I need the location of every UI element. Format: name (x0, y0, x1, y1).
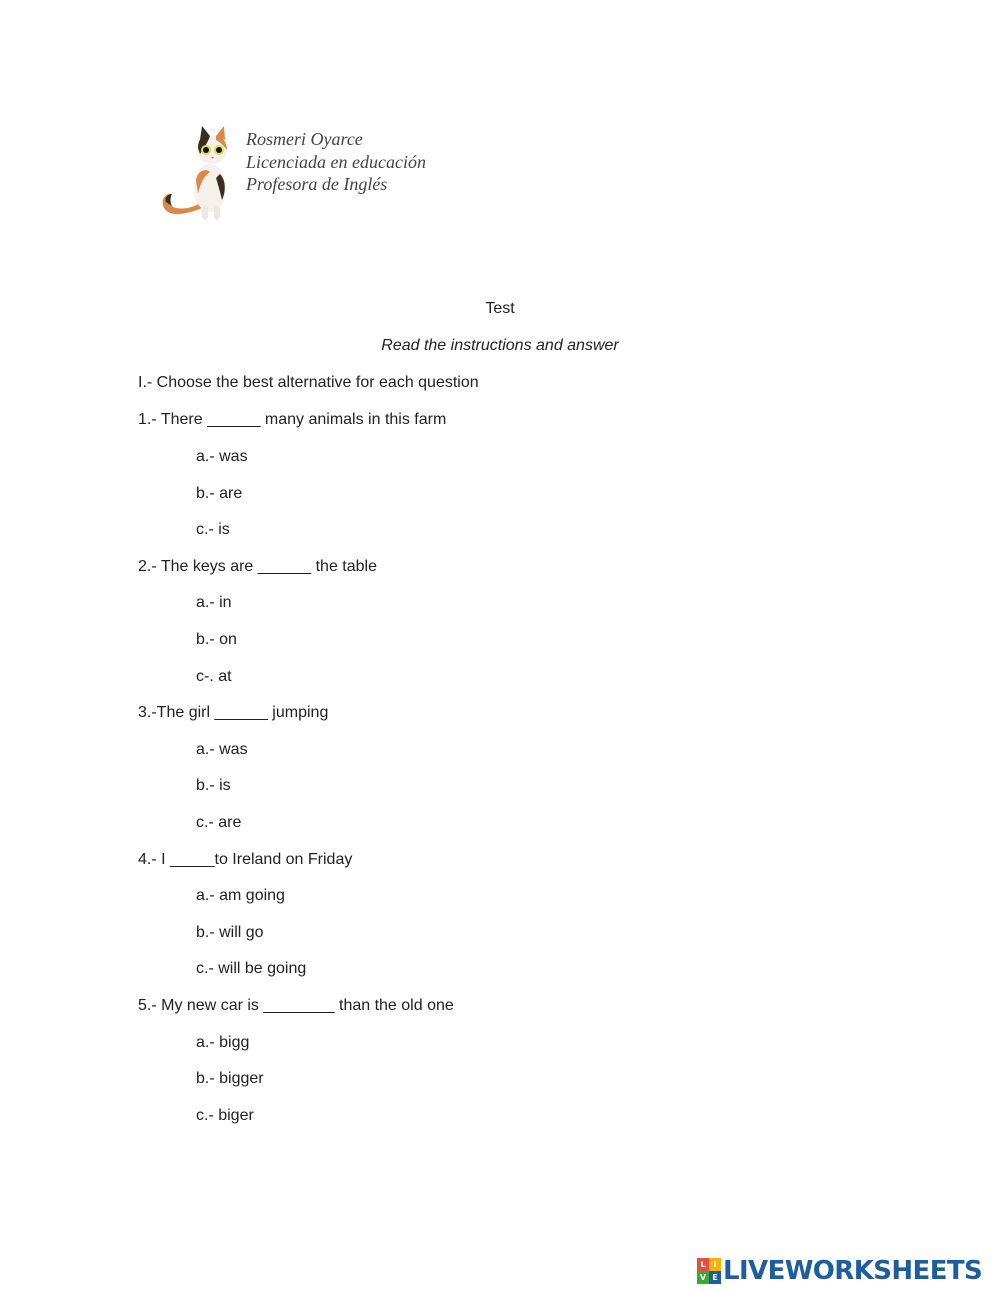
badge-letter: V (697, 1271, 709, 1284)
question-2-option-a[interactable]: a.- in (196, 594, 232, 611)
author-name: Rosmeri Oyarce (246, 129, 363, 149)
question-5: 5.- My new car is ________ than the old one (138, 997, 454, 1014)
badge-letter: I (709, 1258, 721, 1271)
author-header (158, 122, 458, 226)
section-heading: I.- Choose the best alternative for each question (138, 374, 479, 391)
question-4-option-c[interactable]: c.- will be going (196, 960, 307, 977)
question-3-option-c[interactable]: c.- are (196, 814, 242, 831)
question-4: 4.- I _____to Ireland on Friday (138, 851, 353, 868)
question-5-option-a[interactable]: a.- bigg (196, 1034, 250, 1051)
question-3-option-b[interactable]: b.- is (196, 777, 231, 794)
brand-name: LIVEWORKSHEETS (723, 1256, 983, 1286)
instructions-text: Read the instructions and answer (381, 337, 619, 354)
page-title: Test (485, 300, 515, 317)
liveworksheets-logo (697, 1256, 982, 1286)
badge-letter: L (697, 1258, 709, 1271)
question-1-option-c[interactable]: c.- is (196, 521, 230, 538)
question-2: 2.- The keys are ______ the table (138, 558, 377, 575)
author-role: Profesora de Inglés (246, 174, 388, 194)
brand-badge-icon (697, 1258, 721, 1284)
question-1-option-a[interactable]: a.- was (196, 448, 248, 465)
badge-letter: E (709, 1271, 721, 1284)
cat-logo-icon (158, 122, 240, 224)
question-5-option-c[interactable]: c.- biger (196, 1107, 254, 1124)
question-2-option-b[interactable]: b.- on (196, 631, 237, 648)
author-info (246, 128, 426, 196)
question-3-option-a[interactable]: a.- was (196, 741, 248, 758)
question-4-option-b[interactable]: b.- will go (196, 924, 264, 941)
question-1: 1.- There ______ many animals in this farm (138, 411, 447, 428)
question-1-option-b[interactable]: b.- are (196, 485, 243, 502)
question-3: 3.-The girl ______ jumping (138, 704, 329, 721)
question-5-option-b[interactable]: b.- bigger (196, 1070, 264, 1087)
author-degree: Licenciada en educación (246, 151, 426, 172)
question-2-option-c[interactable]: c-. at (196, 668, 232, 685)
question-4-option-a[interactable]: a.- am going (196, 887, 285, 904)
